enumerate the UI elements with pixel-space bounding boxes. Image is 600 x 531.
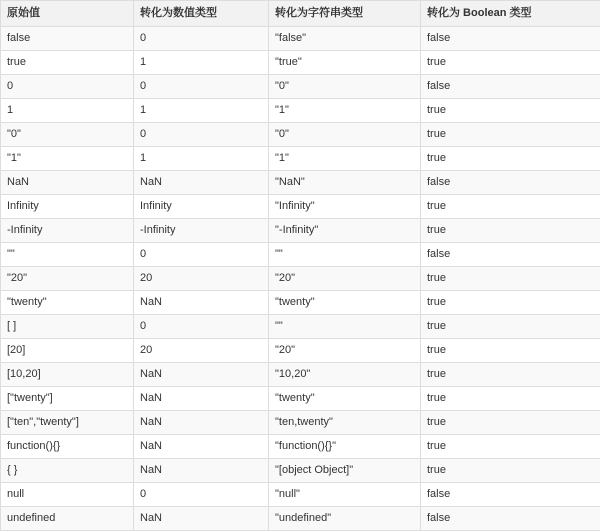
table-row — [1, 435, 600, 459]
table-row — [1, 363, 600, 387]
cell-string-value: "NaN" — [269, 171, 421, 195]
cell-number-value: NaN — [134, 507, 269, 531]
cell-number-value: -Infinity — [134, 219, 269, 243]
cell-string-value: "undefined" — [269, 507, 421, 531]
header-to-string: 转化为字符串类型 — [269, 1, 421, 27]
cell-boolean-value: true — [421, 315, 600, 339]
cell-number-value: NaN — [134, 459, 269, 483]
cell-number-value: 0 — [134, 27, 269, 51]
cell-number-value: 0 — [134, 75, 269, 99]
cell-boolean-value: true — [421, 459, 600, 483]
cell-boolean-value: true — [421, 219, 600, 243]
cell-string-value: "20" — [269, 267, 421, 291]
cell-boolean-value: true — [421, 411, 600, 435]
cell-boolean-value: true — [421, 291, 600, 315]
cell-boolean-value: false — [421, 507, 600, 531]
cell-boolean-value: false — [421, 75, 600, 99]
cell-original-value: "1" — [1, 147, 134, 171]
cell-string-value: "function(){}" — [269, 435, 421, 459]
cell-boolean-value: true — [421, 435, 600, 459]
table-row — [1, 291, 600, 315]
cell-original-value: { } — [1, 459, 134, 483]
cell-string-value: "[object Object]" — [269, 459, 421, 483]
cell-original-value: [20] — [1, 339, 134, 363]
table-row — [1, 459, 600, 483]
table-row — [1, 75, 600, 99]
cell-original-value: "" — [1, 243, 134, 267]
cell-number-value: 0 — [134, 123, 269, 147]
cell-boolean-value: true — [421, 147, 600, 171]
cell-boolean-value: false — [421, 171, 600, 195]
table-row — [1, 483, 600, 507]
cell-original-value: [10,20] — [1, 363, 134, 387]
table-row — [1, 315, 600, 339]
cell-number-value: 20 — [134, 339, 269, 363]
table-body — [1, 27, 600, 531]
cell-number-value: NaN — [134, 387, 269, 411]
table-row — [1, 147, 600, 171]
cell-original-value: ["ten","twenty"] — [1, 411, 134, 435]
cell-boolean-value: true — [421, 387, 600, 411]
cell-boolean-value: false — [421, 483, 600, 507]
cell-boolean-value: true — [421, 123, 600, 147]
table-row — [1, 51, 600, 75]
cell-string-value: "0" — [269, 123, 421, 147]
cell-string-value: "true" — [269, 51, 421, 75]
header-to-number: 转化为数值类型 — [134, 1, 269, 27]
cell-number-value: NaN — [134, 171, 269, 195]
table-row — [1, 195, 600, 219]
table-row — [1, 219, 600, 243]
cell-number-value: 0 — [134, 483, 269, 507]
cell-string-value: "20" — [269, 339, 421, 363]
cell-string-value: "" — [269, 315, 421, 339]
cell-original-value: 1 — [1, 99, 134, 123]
table-row — [1, 507, 600, 531]
cell-boolean-value: true — [421, 267, 600, 291]
cell-boolean-value: false — [421, 27, 600, 51]
cell-string-value: "0" — [269, 75, 421, 99]
cell-string-value: "10,20" — [269, 363, 421, 387]
cell-original-value: true — [1, 51, 134, 75]
cell-original-value: 0 — [1, 75, 134, 99]
cell-string-value: "twenty" — [269, 291, 421, 315]
table-row — [1, 267, 600, 291]
table-row — [1, 99, 600, 123]
cell-number-value: 1 — [134, 51, 269, 75]
cell-original-value: NaN — [1, 171, 134, 195]
cell-number-value: Infinity — [134, 195, 269, 219]
cell-number-value: NaN — [134, 363, 269, 387]
cell-original-value: function(){} — [1, 435, 134, 459]
cell-number-value: 1 — [134, 99, 269, 123]
cell-boolean-value: true — [421, 99, 600, 123]
cell-original-value: -Infinity — [1, 219, 134, 243]
cell-string-value: "-Infinity" — [269, 219, 421, 243]
cell-boolean-value: false — [421, 243, 600, 267]
cell-original-value: "0" — [1, 123, 134, 147]
table-row — [1, 411, 600, 435]
cell-string-value: "1" — [269, 99, 421, 123]
cell-number-value: NaN — [134, 435, 269, 459]
table-row — [1, 123, 600, 147]
cell-original-value: "20" — [1, 267, 134, 291]
cell-boolean-value: true — [421, 339, 600, 363]
cell-string-value: "false" — [269, 27, 421, 51]
cell-boolean-value: true — [421, 363, 600, 387]
cell-string-value: "twenty" — [269, 387, 421, 411]
cell-number-value: 0 — [134, 243, 269, 267]
cell-original-value: [ ] — [1, 315, 134, 339]
cell-string-value: "" — [269, 243, 421, 267]
cell-original-value: "twenty" — [1, 291, 134, 315]
cell-original-value: ["twenty"] — [1, 387, 134, 411]
cell-boolean-value: true — [421, 195, 600, 219]
table-row — [1, 387, 600, 411]
cell-original-value: null — [1, 483, 134, 507]
cell-original-value: undefined — [1, 507, 134, 531]
cell-string-value: "1" — [269, 147, 421, 171]
table-row — [1, 171, 600, 195]
cell-number-value: NaN — [134, 291, 269, 315]
cell-original-value: false — [1, 27, 134, 51]
cell-string-value: "null" — [269, 483, 421, 507]
cell-number-value: 0 — [134, 315, 269, 339]
cell-number-value: NaN — [134, 411, 269, 435]
cell-string-value: "Infinity" — [269, 195, 421, 219]
table-header — [1, 1, 600, 27]
cell-number-value: 1 — [134, 147, 269, 171]
cell-string-value: "ten,twenty" — [269, 411, 421, 435]
header-original-value: 原始值 — [1, 1, 134, 27]
header-to-boolean: 转化为 Boolean 类型 — [421, 1, 600, 27]
table-row — [1, 243, 600, 267]
header-row — [1, 1, 600, 27]
cell-number-value: 20 — [134, 267, 269, 291]
cell-boolean-value: true — [421, 51, 600, 75]
table-row — [1, 339, 600, 363]
cell-original-value: Infinity — [1, 195, 134, 219]
table-row — [1, 27, 600, 51]
